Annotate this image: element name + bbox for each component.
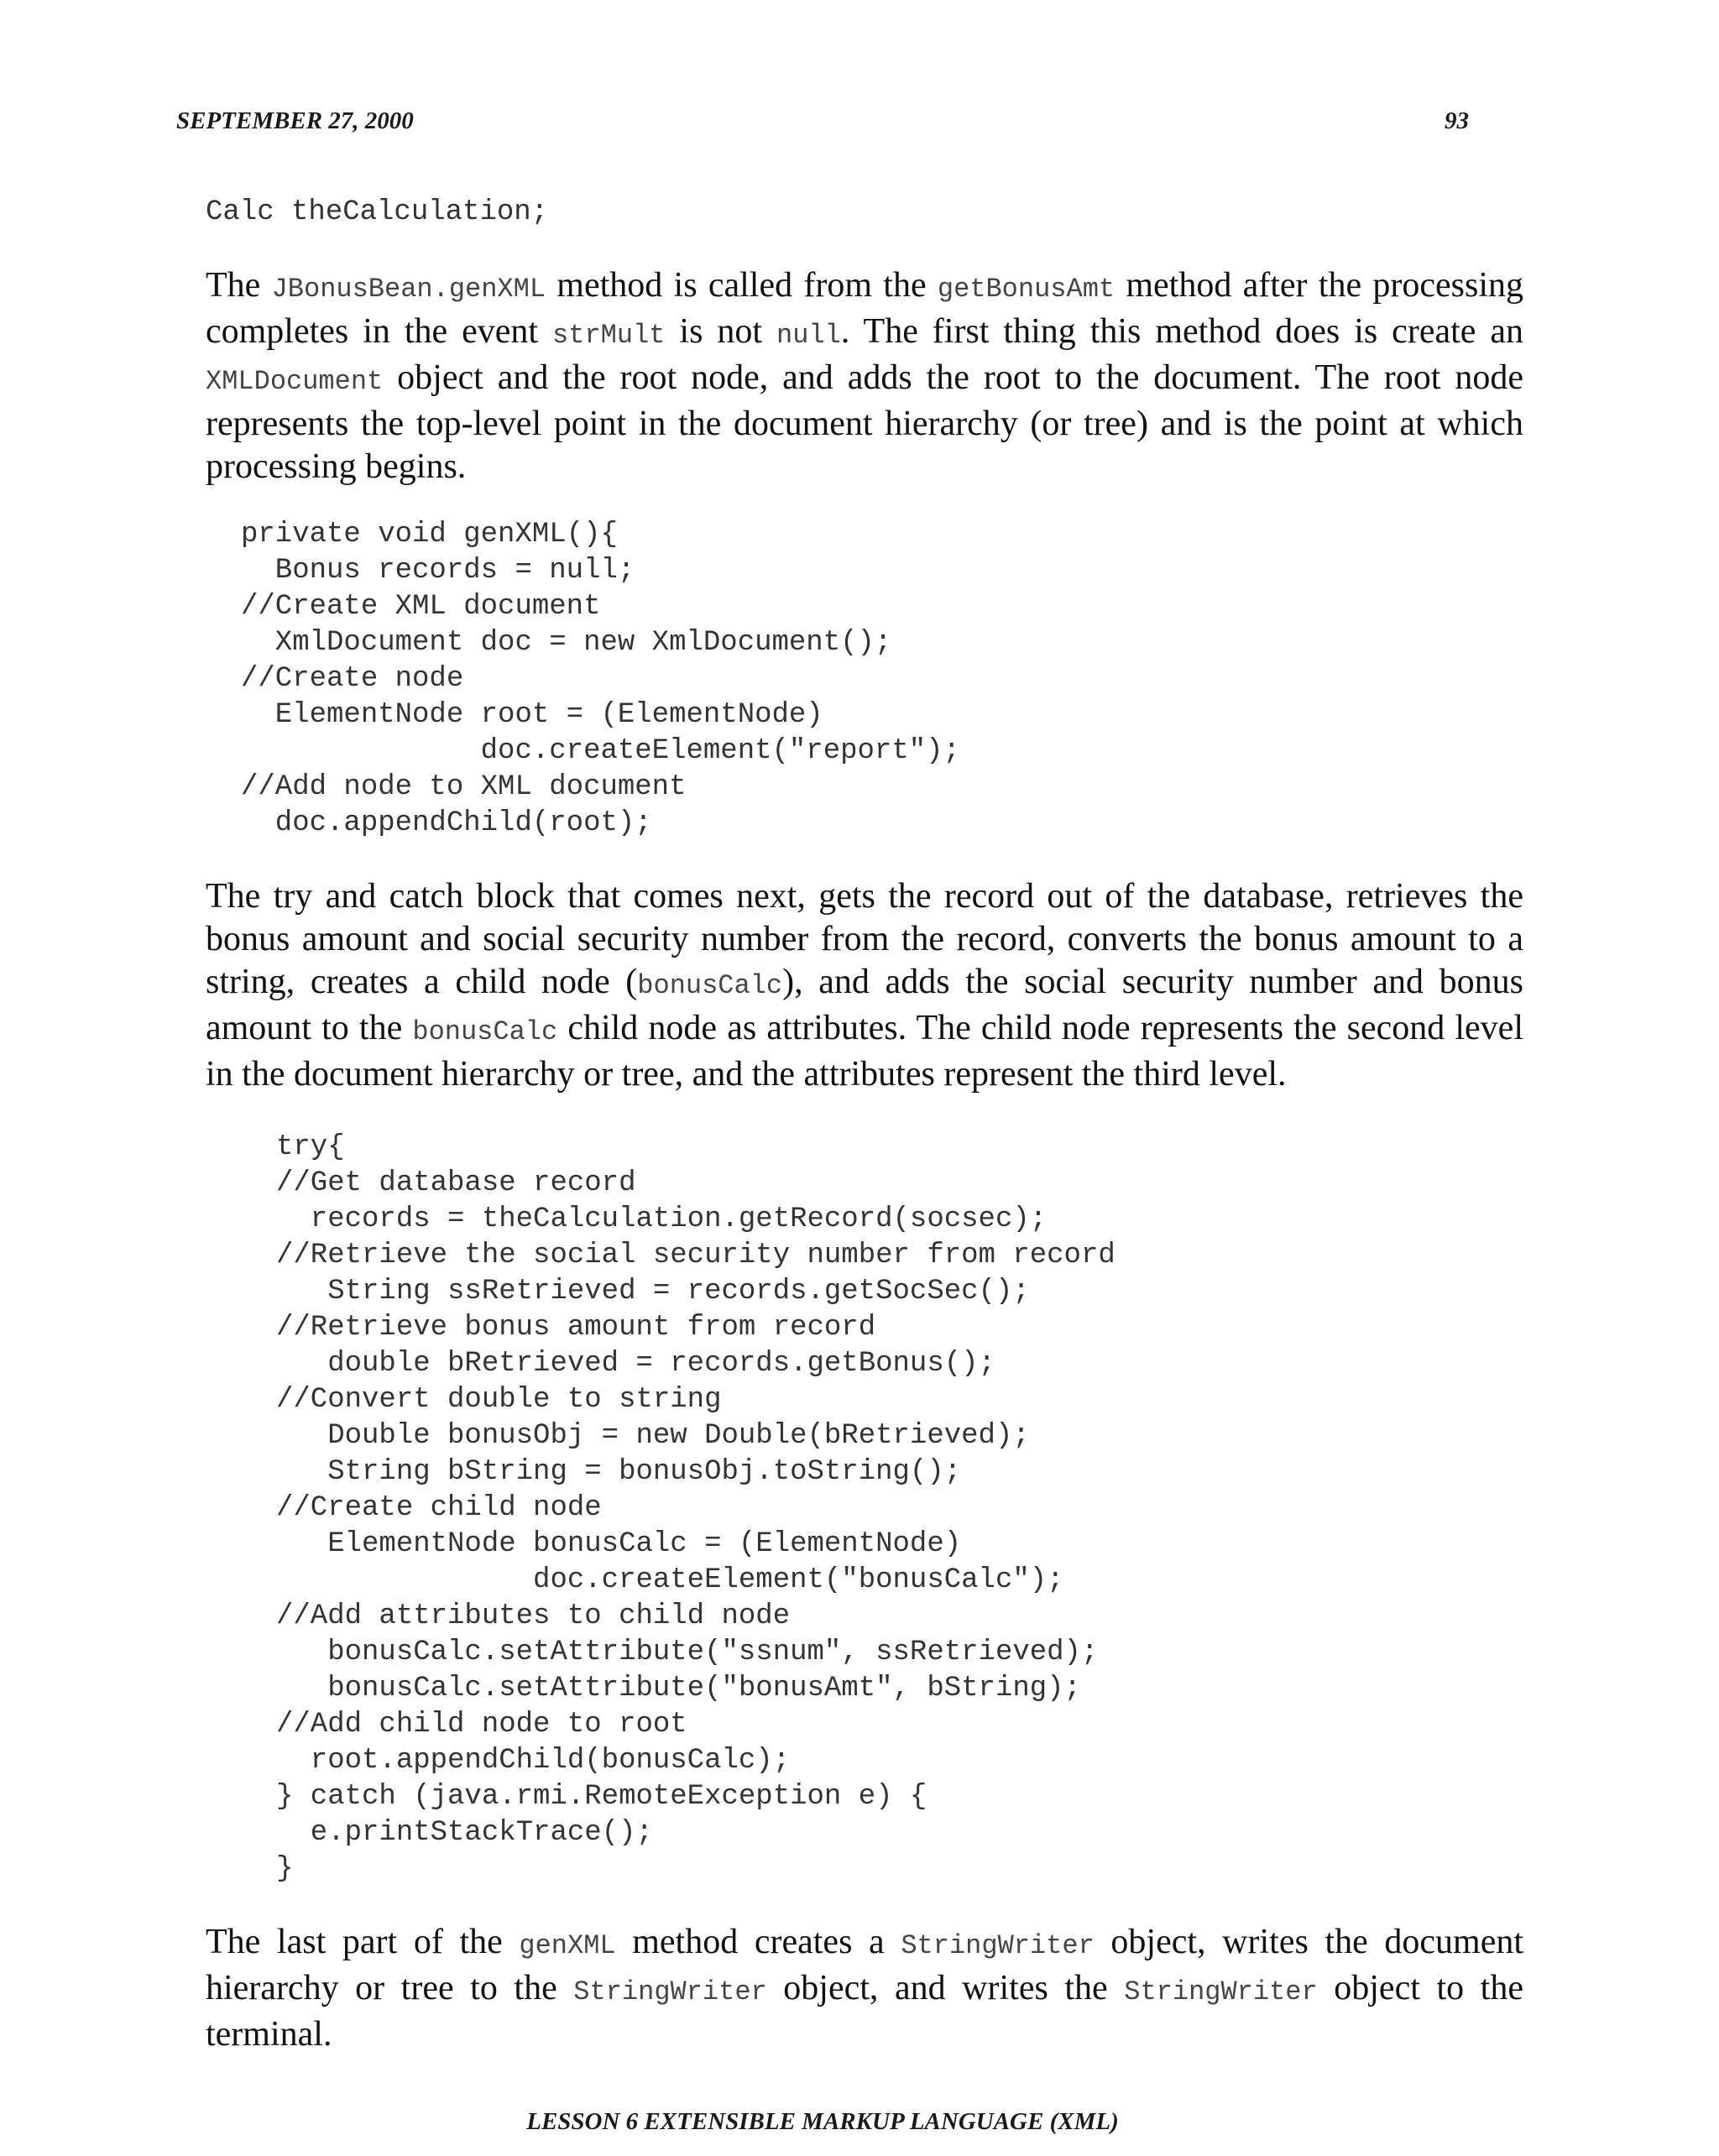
text-run: object, and writes the	[766, 1969, 1125, 2007]
code-block-try-catch: try{ //Get database record records = theCalculation.getRecord(socsec); //Retrieve the social security number from record String ssRetrieved = records.getSocSec(); //Retrieve bonus amount from record double bRetrieved = records.getBonus(); //Convert double to string Double bonusObj = new Double(bRetrieved); String bString = bonusObj.toString(); //Create child node ElementNode bonusCalc = (ElementNode) doc.createElement("bonusCalc"); //Add attributes to child node bonusCalc.setAttribute("ssnum", ssRetrieved); bonusCalc.setAttribute("bonusAmt", bString); //Add child node to root root.appendChild(bonusCalc); } catch (java.rmi.RemoteException e) { e.printStackTrace(); }	[276, 1131, 1116, 1885]
inline-code: null	[776, 320, 841, 351]
inline-code: strMult	[552, 320, 666, 351]
text-run: child node as attributes. The child node represents the second level in the document hierarchy or tree, and the attributes represent the third level.	[206, 1009, 1523, 1094]
inline-code: genXML	[519, 1930, 616, 1961]
code-snippet-declaration: Calc theCalculation;	[206, 196, 549, 228]
text-run: object to the terminal.	[206, 1969, 1523, 2054]
text-run: . The first thing this method does is create an	[840, 312, 1524, 351]
code-block-genxml: private void genXML(){ Bonus records = null; //Create XML document XmlDocument doc = new XmlDocument(); //Create node ElementNode root = (ElementNode) doc.createElement("report"); //Add node to XML document doc.appendChild(root);	[241, 519, 960, 839]
inline-code: JBonusBean.genXML	[271, 274, 546, 305]
inline-code: StringWriter	[901, 1930, 1095, 1961]
paragraph-try-catch	[206, 875, 1523, 1096]
text-run: is not	[665, 312, 777, 351]
text-run: The	[206, 266, 272, 305]
text-run: The last part of the	[206, 1923, 520, 1961]
inline-code: StringWriter	[1124, 1976, 1318, 2007]
paragraph-stringwriter	[206, 1921, 1523, 2056]
text-run: object and the root node, and adds the root to the document. The root node represents the top-level point in the document hierarchy (or tree) and is the point at which processing begins.	[206, 358, 1523, 486]
running-footer: LESSON 6 EXTENSIBLE MARKUP LANGUAGE (XML)	[526, 2108, 1119, 2135]
text-run: method is called from the	[546, 266, 938, 305]
inline-code: bonusCalc	[637, 970, 783, 1001]
inline-code: StringWriter	[573, 1976, 767, 2007]
inline-code: bonusCalc	[412, 1016, 558, 1047]
inline-code: getBonusAmt	[937, 274, 1116, 305]
text-run: ), and adds the social security number and bonus amount to the	[206, 963, 1523, 1047]
inline-code: XMLDocument	[206, 366, 384, 397]
page-body	[206, 195, 1523, 2056]
text-run: method after the processing completes in the event	[206, 266, 1524, 351]
text-run: method creates a	[615, 1923, 901, 1961]
paragraph-genxml-intro	[206, 264, 1523, 488]
header-date: SEPTEMBER 27, 2000	[176, 107, 414, 134]
running-header	[176, 107, 1469, 149]
page-number: 93	[1445, 107, 1469, 134]
text-run: object, writes the document hierarchy or tree to the	[206, 1923, 1524, 2007]
text-run: The try and catch block that comes next, gets the record out of the database, retrieves the bonus amount and social security number from the record, converts the bonus amount to a string, creates a child node (	[206, 877, 1523, 1001]
